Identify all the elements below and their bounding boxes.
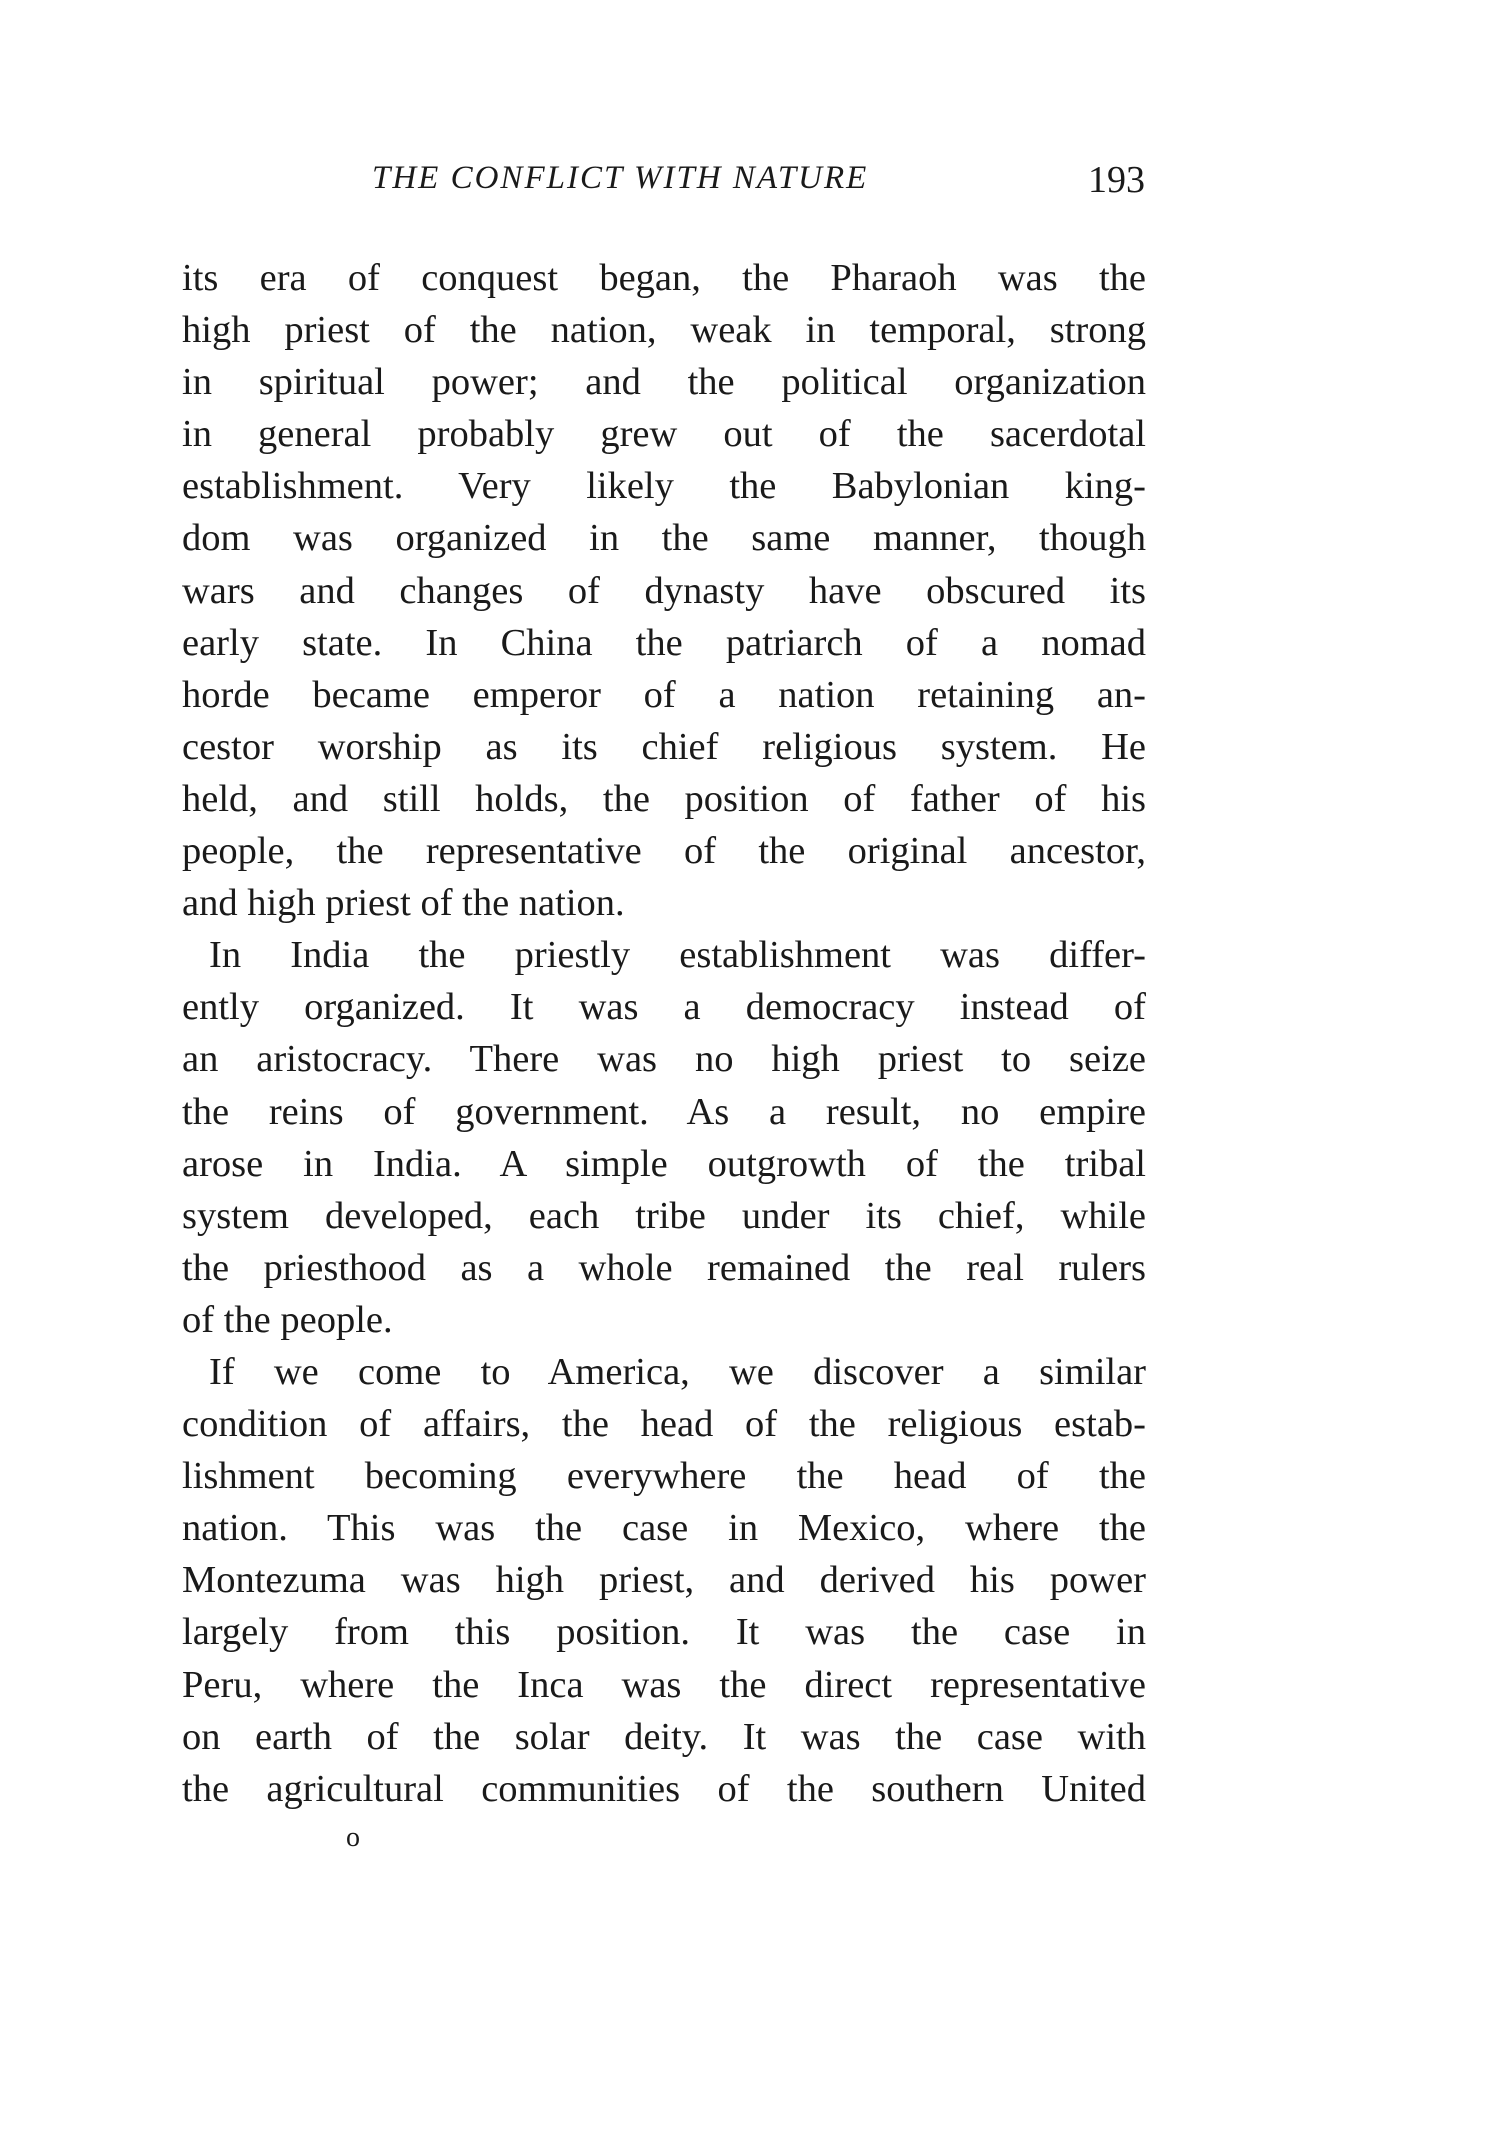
text-line: Peru, where the Inca was the direct representative: [182, 1663, 1146, 1706]
text-line: of the people.: [182, 1298, 393, 1341]
paragraph: [182, 929, 1146, 1346]
signature-mark: o: [346, 1822, 360, 1853]
text-line: people, the representative of the original ancestor,: [182, 830, 1146, 873]
text-line: Montezuma was high priest, and derived his power: [182, 1559, 1146, 1602]
text-line: lishment becoming everywhere the head of the: [182, 1455, 1146, 1498]
text-line: held, and still holds, the position of father of his: [182, 777, 1146, 820]
text-line: If we come to America, we discover a similar: [209, 1350, 1146, 1393]
text-line: and high priest of the nation.: [182, 882, 625, 925]
text-line: In India the priestly establishment was differ-: [209, 934, 1146, 977]
text-line: wars and changes of dynasty have obscured its: [182, 569, 1146, 612]
text-line: the reins of government. As a result, no empire: [182, 1090, 1146, 1133]
text-line: largely from this position. It was the case in: [182, 1611, 1146, 1654]
text-line: the agricultural communities of the southern United: [182, 1767, 1146, 1810]
text-line: the priesthood as a whole remained the real rulers: [182, 1246, 1146, 1289]
text-line: system developed, each tribe under its chief, while: [182, 1194, 1146, 1237]
text-line: high priest of the nation, weak in temporal, strong: [182, 309, 1146, 352]
text-line: ently organized. It was a democracy instead of: [182, 986, 1146, 1029]
body-text: [182, 252, 1146, 1815]
text-line: on earth of the solar deity. It was the case with: [182, 1715, 1146, 1758]
page-number: 193: [1088, 159, 1145, 201]
text-line: its era of conquest began, the Pharaoh was the: [182, 257, 1146, 299]
text-line: in general probably grew out of the sacerdotal: [182, 413, 1146, 456]
text-line: establishment. Very likely the Babylonian king-: [182, 465, 1146, 508]
text-line: arose in India. A simple outgrowth of the tribal: [182, 1142, 1146, 1185]
text-line: early state. In China the patriarch of a nomad: [182, 621, 1146, 664]
paragraph: [182, 252, 1146, 929]
text-line: in spiritual power; and the political organization: [182, 361, 1146, 404]
paragraph: [182, 1346, 1146, 1815]
text-line: condition of affairs, the head of the religious estab-: [182, 1403, 1146, 1446]
text-line: horde became emperor of a nation retaining an-: [182, 673, 1146, 716]
running-title: THE CONFLICT WITH NATURE: [372, 160, 869, 196]
text-line: dom was organized in the same manner, though: [182, 517, 1146, 560]
text-line: cestor worship as its chief religious system. He: [182, 725, 1146, 768]
text-line: nation. This was the case in Mexico, where the: [182, 1507, 1146, 1550]
text-line: an aristocracy. There was no high priest to seize: [182, 1038, 1146, 1081]
